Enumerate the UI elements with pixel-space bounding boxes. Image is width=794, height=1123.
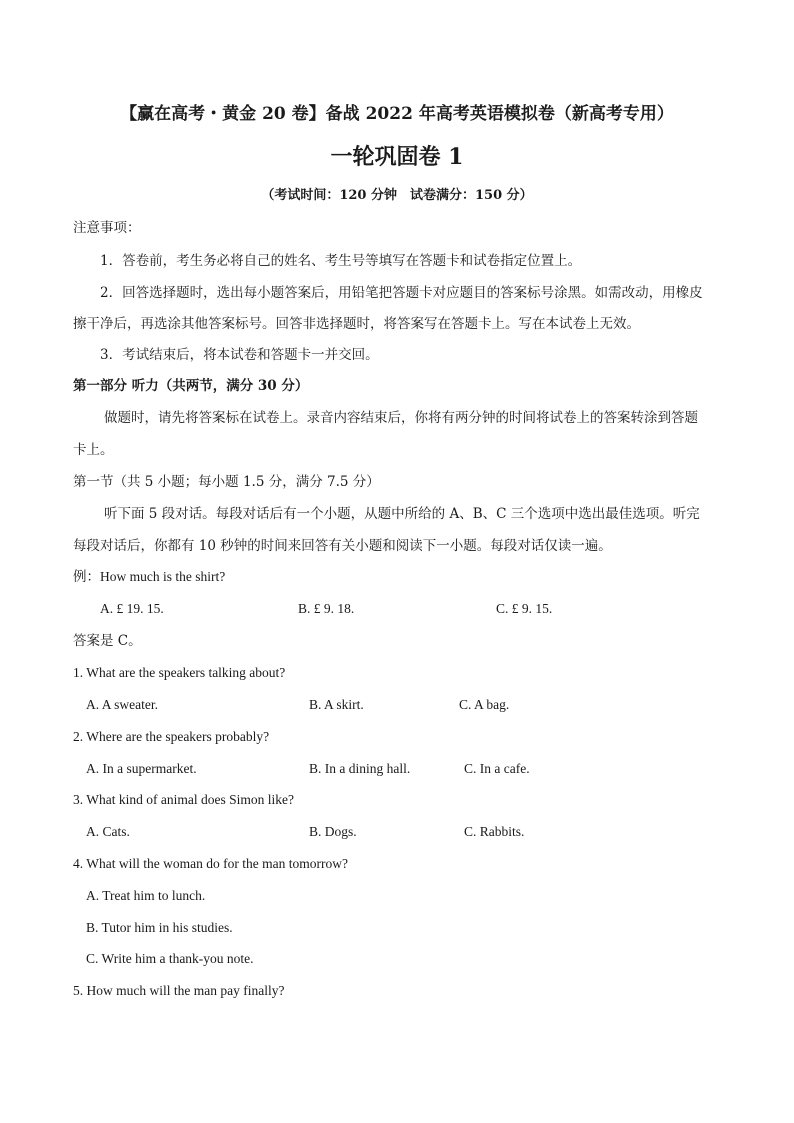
question-2-option-a: A. In a supermarket.: [86, 761, 197, 776]
notice-item-2-line-2: 擦干净后，再选涂其他答案标号。回答非选择题时，将答案写在答题卡上。写在本试卷上无效。: [73, 316, 640, 332]
question-2-option-c: C. In a cafe.: [464, 761, 530, 776]
section1-intro-line-1: 听下面 5 段对话。每段对话后有一个小题，从题中所给的 A、B、C 三个选项中选出最佳选项。听完: [104, 506, 700, 522]
question-4-option-a: A. Treat him to lunch.: [86, 888, 206, 903]
question-2-option-b: B. In a dining hall.: [309, 761, 411, 776]
part1-intro-line-1: 做题时，请先将答案标在试卷上。录音内容结束后，你将有两分钟的时间将试卷上的答案转涂到答题: [104, 410, 698, 426]
question-1-option-b: B. A skirt.: [309, 697, 364, 712]
example-question: 例：How much is the shirt?: [73, 569, 226, 584]
section1-intro-line-2: 每段对话后，你都有 10 秒钟的时间来回答有关小题和阅读下一小题。每段对话仅读一遍。: [73, 538, 612, 554]
question-3-option-c: C. Rabbits.: [464, 824, 525, 839]
part1-intro-line-2: 卡上。: [73, 442, 114, 458]
question-3-option-a: A. Cats.: [86, 824, 130, 839]
question-4: 4. What will the woman do for the man tomorrow?: [73, 856, 348, 871]
question-3: 3. What kind of animal does Simon like?: [73, 792, 294, 807]
question-1-option-c: C. A bag.: [459, 697, 510, 712]
question-1-option-a: A. A sweater.: [86, 697, 158, 712]
notice-item-1: 1．答卷前，考生务必将自己的姓名、考生号等填写在答题卡和试卷指定位置上。: [100, 253, 582, 269]
notice-heading: 注意事项：: [73, 220, 141, 236]
example-option-b: B. £ 9. 18.: [298, 601, 355, 616]
question-5: 5. How much will the man pay finally?: [73, 983, 285, 998]
question-4-option-b: B. Tutor him in his studies.: [86, 920, 233, 935]
notice-item-2-line-1: 2．回答选择题时，选出每小题答案后，用铅笔把答题卡对应题目的答案标号涂黑。如需改动，用橡皮: [100, 285, 703, 301]
section1-heading: 第一节（共 5 小题；每小题 1.5 分，满分 7.5 分）: [73, 474, 380, 490]
exam-subtitle: 一轮巩固卷 1: [330, 144, 464, 170]
question-2: 2. Where are the speakers probably?: [73, 729, 270, 744]
notice-item-3: 3．考试结束后，将本试卷和答题卡一并交回。: [100, 347, 379, 363]
question-4-option-c: C. Write him a thank-you note.: [86, 951, 254, 966]
example-option-c: C. £ 9. 15.: [496, 601, 553, 616]
question-3-option-b: B. Dogs.: [309, 824, 357, 839]
example-option-a: A. £ 19. 15.: [100, 601, 164, 616]
exam-info: （考试时间：120 分钟 试卷满分：150 分）: [261, 188, 533, 203]
exam-title: 【赢在高考・黄金 20 卷】备战 2022 年高考英语模拟卷（新高考专用）: [120, 104, 674, 124]
question-1: 1. What are the speakers talking about?: [73, 665, 286, 680]
part1-heading: 第一部分 听力（共两节，满分 30 分）: [73, 378, 309, 394]
example-answer: 答案是 C。: [73, 633, 142, 649]
